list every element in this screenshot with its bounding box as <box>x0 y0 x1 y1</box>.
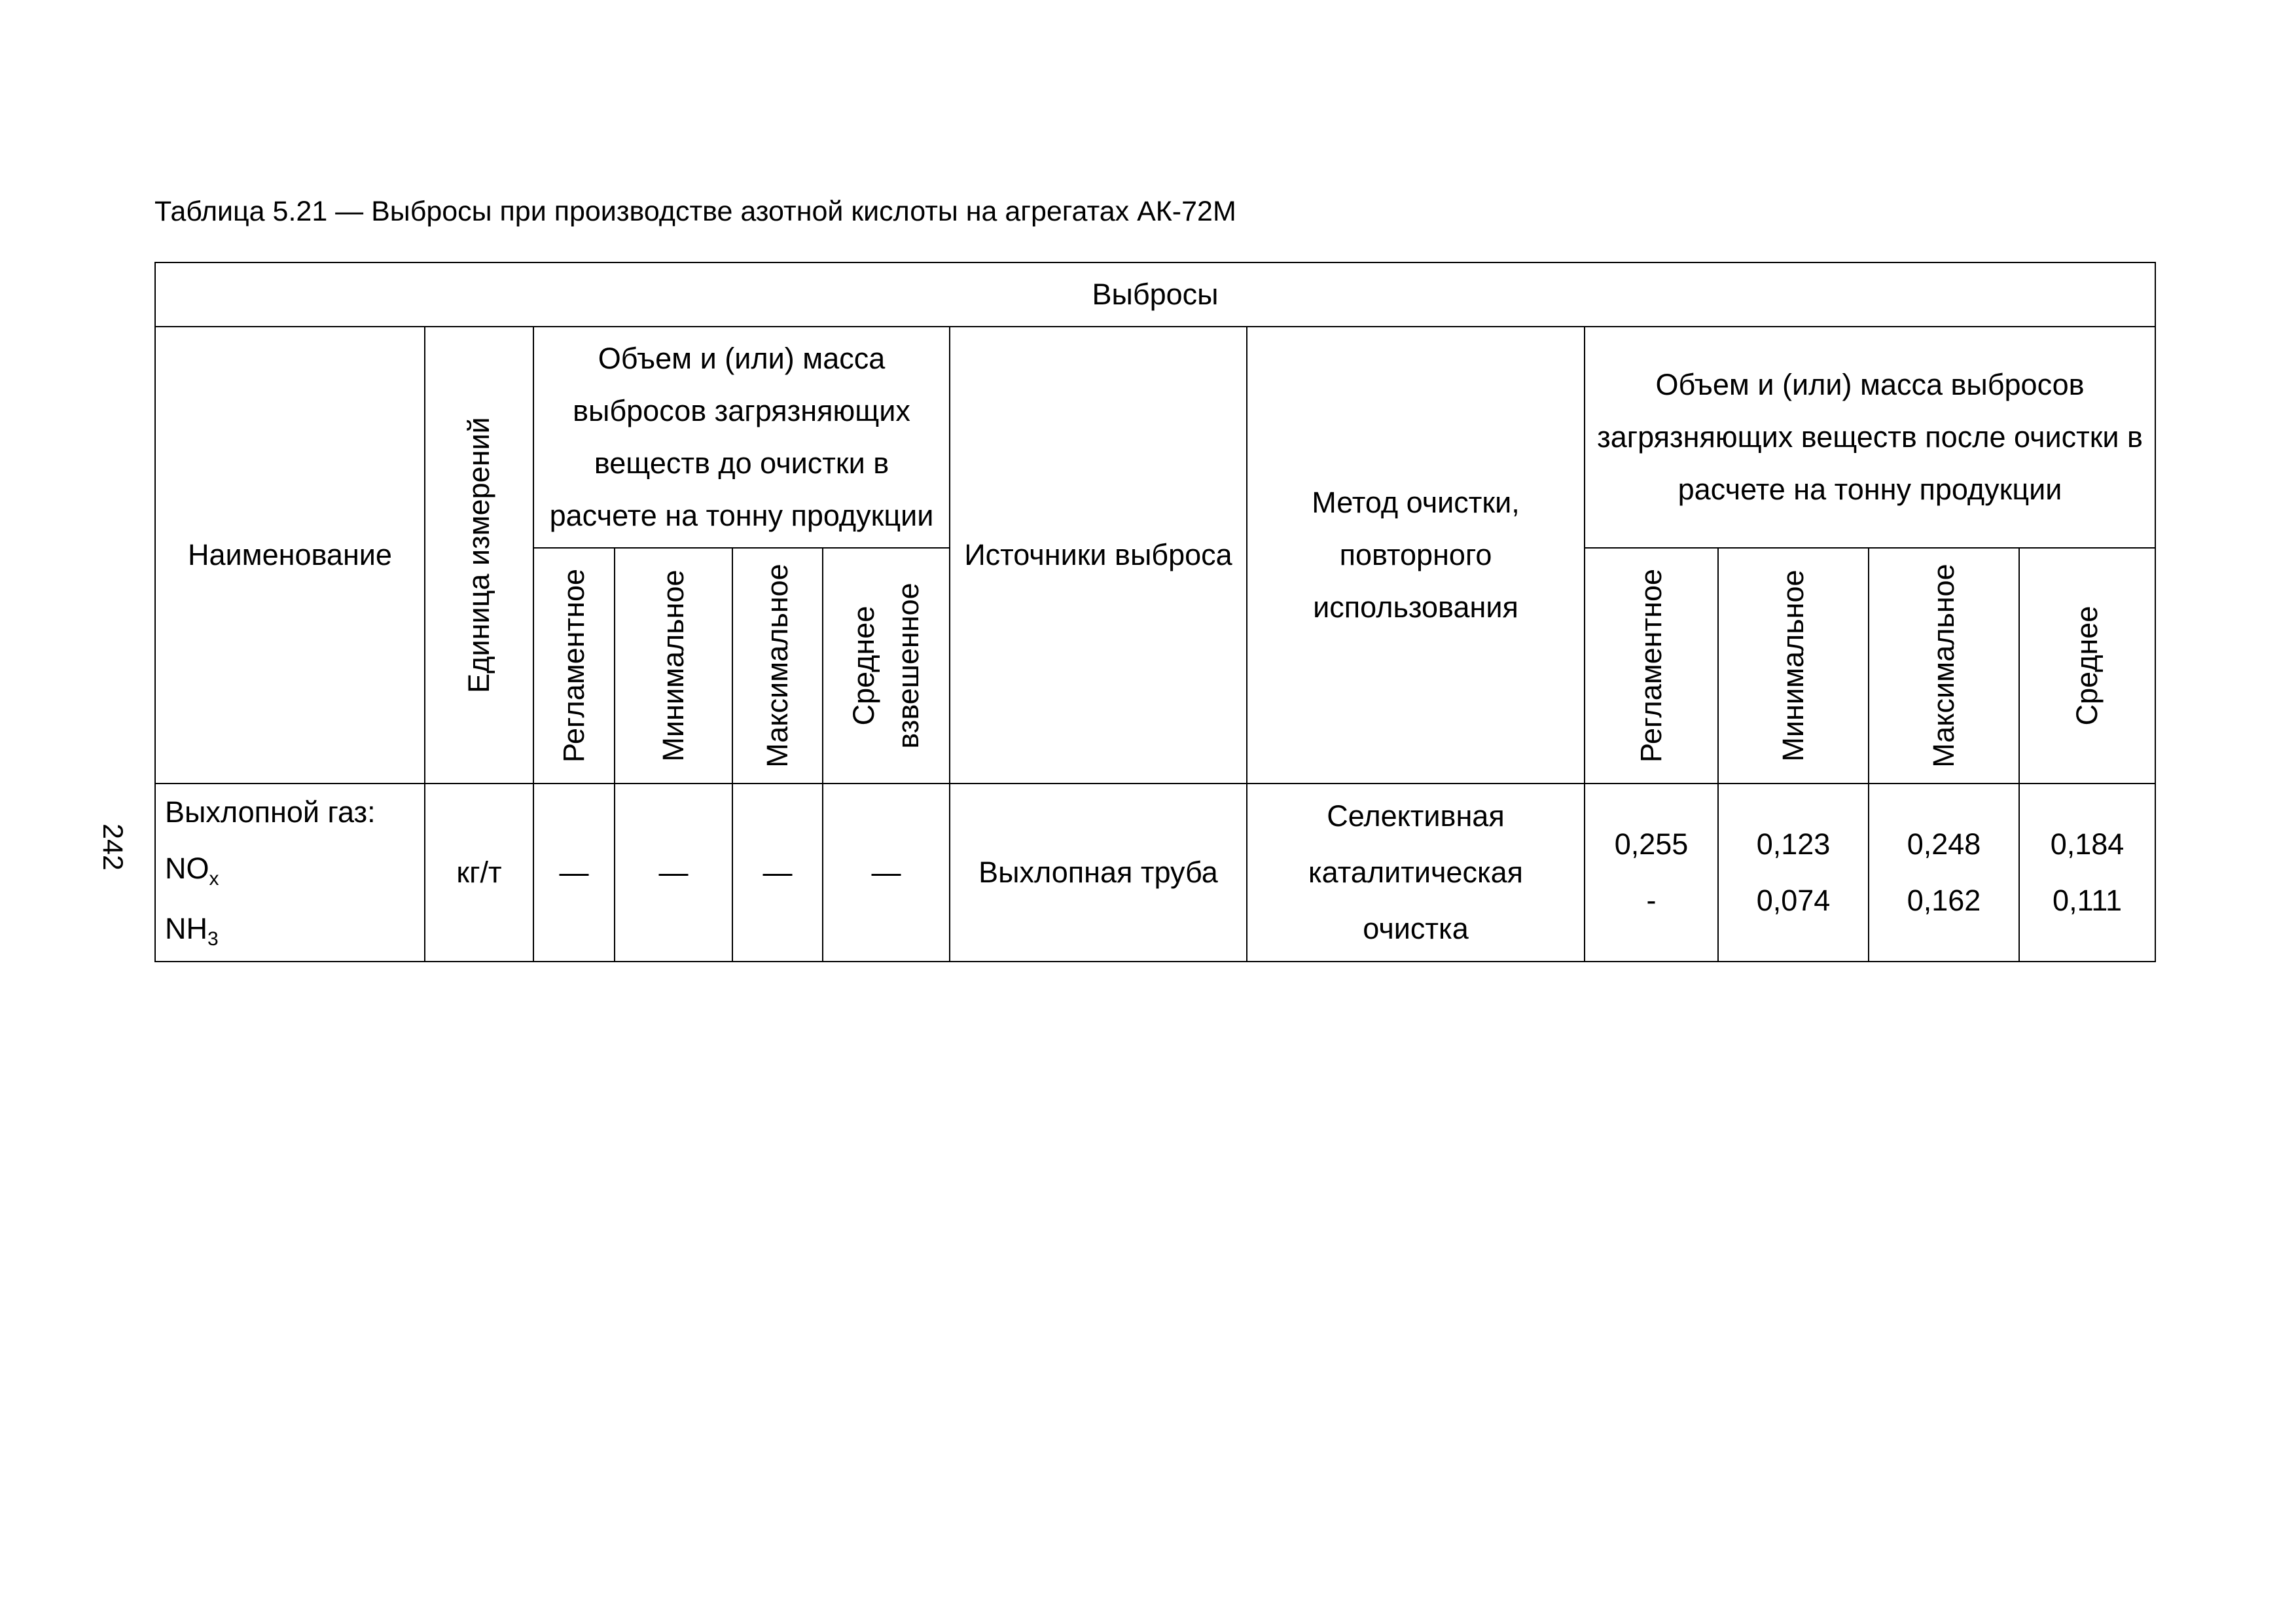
cell-source: Выхлопная труба <box>950 784 1247 962</box>
cell-before-weighted: — <box>823 784 950 962</box>
header-emissions: Выбросы <box>155 262 2155 327</box>
header-group-before: Объем и (или) масса выбросов загрязняющих веществ до очистки в расчете на тонну продукции <box>533 327 950 548</box>
header-unit: Единица измерений <box>425 327 533 784</box>
cell-after-max: 0,248 0,162 <box>1869 784 2019 962</box>
row-title: Выхлопной газ: <box>165 795 376 829</box>
cell-before-reglament: — <box>533 784 615 962</box>
cell-name <box>155 784 425 962</box>
cell-before-max: — <box>732 784 823 962</box>
header-source: Источники выброса <box>950 327 1247 784</box>
substance-nox: $NO_x$ <box>165 852 219 890</box>
table-caption: Таблица 5.21 — Выбросы при производстве азотной кислоты на агрегатах АК-72М <box>154 196 1236 227</box>
header-method: Метод очистки, повторного использования <box>1247 327 1585 784</box>
page-number: 242 <box>97 823 128 871</box>
header-after-max: Максимальное <box>1869 548 2019 784</box>
header-after-reglament: Регламентное <box>1585 548 1718 784</box>
cell-method: Селективная каталитическая очистка <box>1247 784 1585 962</box>
header-before-weighted: Среднее взвешенное <box>823 548 950 784</box>
table-row <box>155 784 2155 962</box>
cell-after-min: 0,123 0,074 <box>1718 784 1869 962</box>
header-after-avg: Среднее <box>2019 548 2155 784</box>
emissions-table <box>154 262 2156 962</box>
substance-nh3: $NH_3$ <box>165 912 219 950</box>
header-name: Наименование <box>155 327 425 784</box>
header-before-reglament: Регламентное <box>533 548 615 784</box>
cell-before-min: — <box>615 784 732 962</box>
header-before-max: Максимальное <box>732 548 823 784</box>
header-group-after: Объем и (или) масса выбросов загрязняющих веществ после очистки в расчете на тонну продукции <box>1585 327 2155 548</box>
cell-unit: кг/т <box>425 784 533 962</box>
cell-after-reglament: 0,255 - <box>1585 784 1718 962</box>
header-before-min: Минимальное <box>615 548 732 784</box>
header-after-min: Минимальное <box>1718 548 1869 784</box>
cell-after-avg: 0,184 0,111 <box>2019 784 2155 962</box>
